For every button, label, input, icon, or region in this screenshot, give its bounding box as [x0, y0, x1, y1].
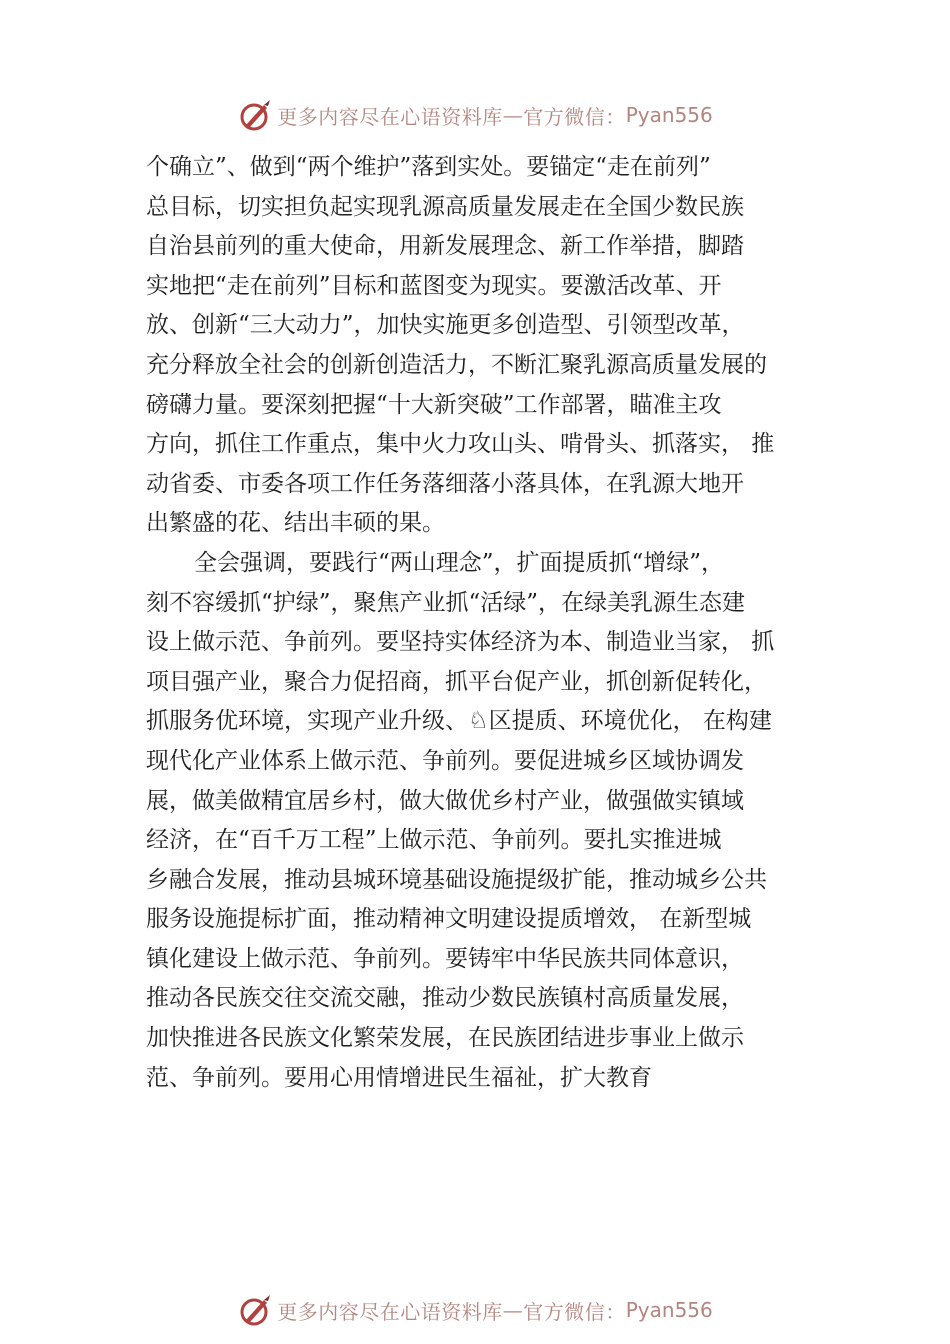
text-line: 充分释放全社会的创新创造活力，不断汇聚乳源高质量发展的: [146, 351, 767, 378]
text-line: 磅礴力量。要深刻把握“十大新突破”工作部署，瞄准主攻: [146, 391, 722, 418]
footer-banner: [0, 1290, 950, 1330]
text-line: 放、创新“三大动力”，加快实施更多创造型、引领型改革，: [146, 312, 745, 339]
header-separator: —: [502, 103, 524, 127]
text-line: 服务设施提标扩面，推动精神文明建设提质增效， 在新型城: [146, 906, 752, 933]
footer-wechat-id: Pyan556: [625, 1298, 713, 1322]
text-line: 个确立”、做到“两个维护”落到实处。要锚定“走在前列”: [146, 154, 711, 180]
text-line: 设上做示范、争前列。要坚持实体经济为本、制造业当家， 抓: [146, 629, 775, 656]
text-line: 刻不容缓抓“护绿”，聚焦产业抓“活绿”，在绿美乳源生态建: [146, 589, 746, 616]
text-line: 抓服务优环境，实现产业升级、♘区提质、环境优化， 在构建: [146, 708, 772, 735]
document-body: [146, 148, 826, 1098]
header-wechat-id: Pyan556: [625, 103, 713, 127]
text-line: 镇化建设上做示范、争前列。要铸牢中华民族共同体意识，: [146, 945, 744, 972]
text-line: 现代化产业体系上做示范、争前列。要促进城乡区域协调发: [146, 747, 744, 774]
text-line: 加快推进各民族文化繁荣发展，在民族团结进步事业上做示: [146, 1025, 744, 1052]
text-line: 展，做美做精宜居乡村，做大做优乡村产业，做强做实镇域: [146, 787, 744, 814]
footer-wechat-label: 官方微信：: [523, 1299, 626, 1324]
header-site-name: 更多内容尽在心语资料库: [277, 104, 503, 129]
text-line: 经济，在“百千万工程”上做示范、争前列。要扎实推进城: [146, 827, 722, 854]
footer-site-name: 更多内容尽在心语资料库: [277, 1299, 503, 1324]
text-line: 总目标，切实担负起实现乳源高质量发展走在全国少数民族: [146, 193, 744, 220]
text-line: 动省委、市委各项工作任务落细落小落具体，在乳源大地开: [146, 470, 744, 497]
text-line: 方向，抓住工作重点，集中火力攻山头、啃骨头、抓落实， 推: [146, 431, 775, 458]
text-line: 推动各民族交往交流交融，推动少数民族镇村高质量发展，: [146, 985, 744, 1012]
header-wechat-label: 官方微信：: [523, 104, 626, 129]
text-line: 项目强产业，聚合力促招商，抓平台促产业，抓创新促转化，: [146, 668, 767, 695]
text-line: 范、争前列。要用心用情增进民生福祉，扩大教育: [146, 1064, 652, 1091]
text-line: 实地把“走在前列”目标和蓝图变为现实。要激活改革、开: [146, 272, 722, 299]
text-line: 出繁盛的花、结出丰硕的果。: [146, 510, 445, 537]
quill-logo-icon: [237, 97, 273, 133]
text-line: 乡融合发展，推动县城环境基础设施提级扩能，推动城乡公共: [146, 866, 767, 893]
header-banner: [0, 95, 950, 135]
text-line: 全会强调，要践行“两山理念”，扩面提质抓“增绿”，: [194, 549, 725, 576]
text-line: 自治县前列的重大使命，用新发展理念、新工作举措，脚踏: [146, 233, 744, 260]
footer-separator: —: [502, 1298, 524, 1322]
quill-logo-icon: [237, 1292, 273, 1328]
